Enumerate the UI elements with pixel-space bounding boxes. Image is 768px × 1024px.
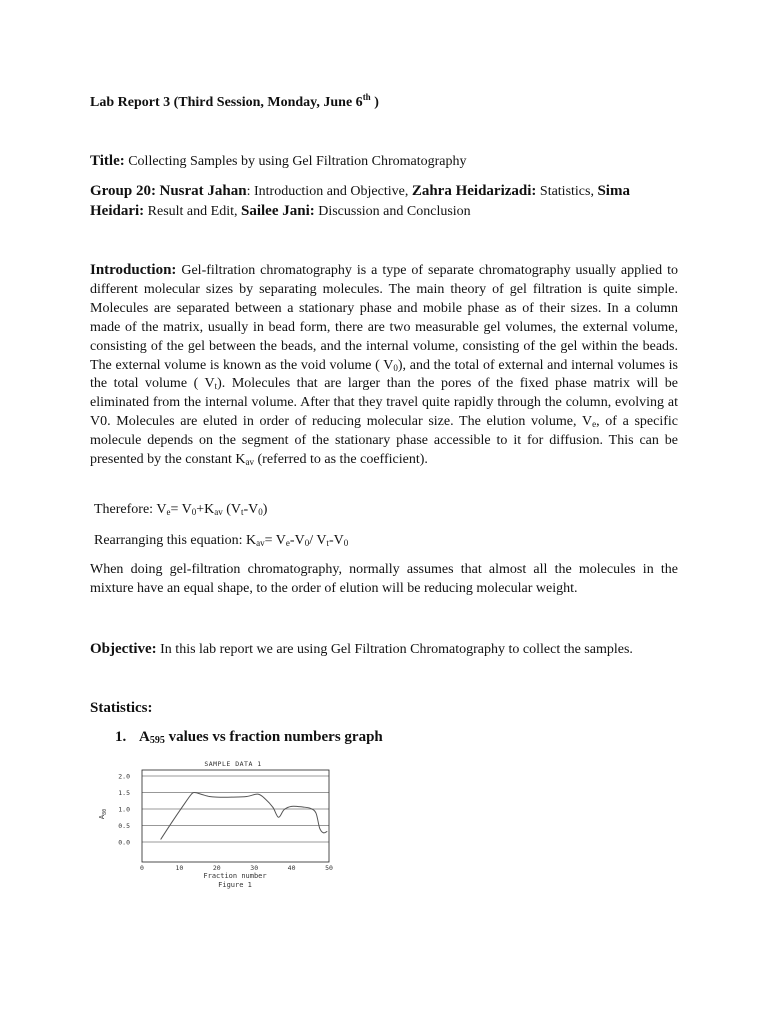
data-point <box>160 839 161 840</box>
report-header <box>90 94 678 113</box>
chart-gridlines <box>142 776 329 842</box>
chart-title: SAMPLE DATA 1 <box>204 760 262 768</box>
data-point <box>190 795 191 796</box>
data-point <box>217 797 218 798</box>
member-role: Statistics, <box>536 184 598 199</box>
member-role: : Introduction and Objective, <box>246 184 412 199</box>
member-role: Result and Edit, <box>144 203 241 219</box>
x-tick-label: 50 <box>325 864 333 872</box>
data-point <box>183 805 184 806</box>
data-point <box>231 797 232 798</box>
elution-note: When doing gel-filtration chromatography, normally assumes that almost all the molecules in the mixture have an equal shape, to the order of elution will be reducing molecular weight. <box>90 562 678 596</box>
objective-label: Objective: <box>90 641 157 657</box>
equation-1: Therefore: $V_e= V_0+K_{av}$ $(V_t-V_0)$ <box>94 502 268 517</box>
member-name: Zahra Heidarizadi: <box>411 183 537 199</box>
data-point <box>194 792 195 793</box>
x-tick-label: 30 <box>250 864 259 872</box>
x-tick-label: 0 <box>140 864 144 872</box>
data-point <box>246 796 247 797</box>
y-axis-label: $A_{80}$ <box>98 808 108 820</box>
group-line <box>90 182 678 222</box>
introduction-paragraph: Introduction: Gel-filtration chromatography is a type of separate chromatography usually applied to different molecular sizes by separating molecules. The main theory of gel filtration is quite simple. Molecules are separated between a stationary phase and mobile phase as of their sizes. In a column made of the matrix, usually in bead form, there are two measurable gel volumes, the external volume, consisting of the gel between the beads, and the internal volume, consisting of the gel within the beads. The external volume is known as the void volume ( $V_0$), and the total of external and internal volumes is the total volume ( $V_t$). Molecules that are larger than the pores of the fixed phase matrix will be eliminated from the internal volume. After that they travel quite rapidly through the column, evolving at V0. Molecules are eluted in order of reducing molecular size. The elution volume, $V_e$, of a specific molecule depends on the segment of the stationary phase accessible to it for diffusion. This can be presented by the constant $K_{av}$ (referred to as the coefficient). <box>90 262 678 468</box>
member-role: Discussion and Conclusion <box>314 203 471 219</box>
chart-figure-1 <box>90 752 350 897</box>
series-points <box>160 792 327 839</box>
data-point <box>327 831 328 832</box>
objective-text: In this lab report we are using Gel Filtration Chromatography to collect the samples. <box>156 642 633 657</box>
equation-2: Rearranging this equation: $K_{av}= V_e-V_0/$ $V_t-V_0$ <box>94 533 349 548</box>
x-tick-label: 10 <box>175 864 184 872</box>
x-tick-label: 40 <box>287 864 296 872</box>
data-point <box>316 813 317 814</box>
member-name: Sima Heidari: <box>90 183 630 219</box>
y-tick-labels <box>118 773 130 847</box>
y-tick-label: 0.5 <box>118 822 130 830</box>
list-number: 1. <box>115 729 127 745</box>
data-point <box>265 799 266 800</box>
data-point <box>319 828 320 829</box>
report-label: Lab Report 3 <box>90 95 171 110</box>
data-point <box>273 807 274 808</box>
x-axis-label: Fraction number <box>203 872 267 880</box>
x-tick-labels <box>140 864 333 872</box>
series-line-a595 <box>161 792 327 839</box>
title-line <box>90 152 678 172</box>
y-tick-label: 0.0 <box>118 838 130 847</box>
introduction-label: Introduction: <box>90 262 177 278</box>
title-text: Collecting Samples by using Gel Filtration Chromatography <box>124 154 467 169</box>
x-tick-label: 20 <box>212 864 221 872</box>
y-tick-label: 2.0 <box>118 772 130 781</box>
list-item-text: $A_{595}$ values vs fraction numbers graph <box>139 729 383 746</box>
data-point <box>172 822 173 823</box>
session-info: (Third Session, Monday, June 6th ) <box>173 92 379 110</box>
data-point <box>323 832 324 833</box>
member-name: Sailee Jani: <box>240 202 315 219</box>
data-point <box>209 796 210 797</box>
data-point <box>310 808 311 809</box>
group-label: Group 20: <box>90 183 156 199</box>
title-label: Title: <box>90 153 125 169</box>
data-point <box>278 817 279 818</box>
y-tick-label: 1.0 <box>118 805 130 814</box>
data-point <box>291 806 292 807</box>
data-point <box>303 807 304 808</box>
plot-frame <box>142 770 329 862</box>
data-point <box>284 809 285 810</box>
objective-line <box>90 640 678 660</box>
data-point <box>258 794 259 795</box>
member-name: Nusrat Jahan <box>159 183 247 199</box>
data-point <box>202 794 203 795</box>
y-tick-label: 1.5 <box>118 789 130 797</box>
statistics-heading: Statistics: <box>90 700 153 716</box>
figure-caption: Figure 1 <box>218 881 252 889</box>
